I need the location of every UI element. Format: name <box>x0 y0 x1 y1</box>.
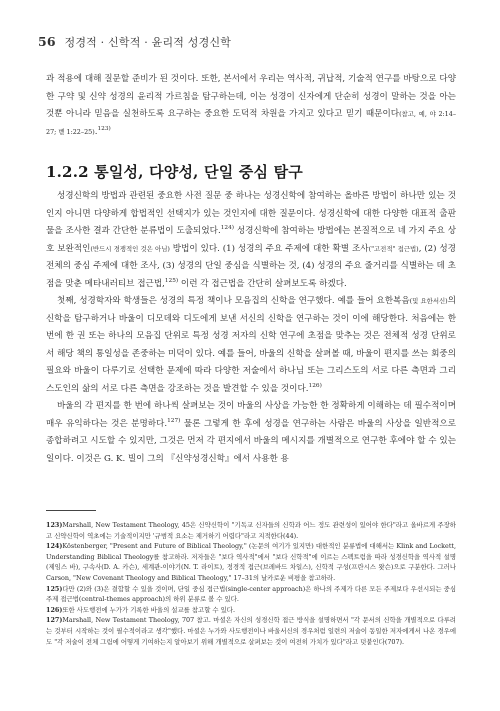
running-title: 정경적 · 신학적 · 윤리적 성경신학 <box>64 36 232 49</box>
paragraph-4: 바울의 각 편지를 한 번에 하나씩 살펴보는 것이 바울의 사상을 가능한 한 정확하게 이해하는 데 필수적이며 매우 유익하다는 것은 분명하다.$^{127)}$ 물론 그렇게 한 후에 성경을 연구하는 사람은 바울의 사상을 일반적으로 종합하려고 시도할 수 있지만, 그것은 먼저 각 편지에서 바울의 메시지를 개별적으로 연구한 후에야 할 수 있는 일이다. 이것은 G. K. 빌이 그의 『신약성경신학』에서 사용한 용 <box>46 401 456 464</box>
paragraph-3: 첫째, 성경학자와 학생들은 성경의 특정 책이나 모음집의 신학을 연구했다. 예를 들어 요한복음(및 요한서신)의 신학을 탐구하거나 바울이 디모데와 디도에게 보낸 서신의 신학을 연구하는 것이 이에 해당한다. 처음에는 한 번에 한 권 또는 하나의 모음집 단위로 특정 성경 저자의 신학 연구에 초점을 맞추는 것은 전체적 성경 단위로서 해당 책의 통일성을 존중하는 미덕이 있다. 예를 들어, 바울의 신학을 살펴볼 때, 바울이 편지를 쓰는 회중의 필요와 바울이 다루기로 선택한 문제에 따라 다양한 저술에서 하나님 또는 그리스도의 서로 다른 측면과 그리스도인의 삶의 서로 다른 측면을 강조하는 것을 발견할 수 있을 것이다.$^{126)}$ <box>46 296 456 394</box>
running-header <box>38 34 231 50</box>
footnote-ref-124[interactable]: 124) <box>220 225 235 232</box>
page-number: 56 <box>38 34 56 49</box>
footnote-124: 124)Köstenberger, "Present and Future of Biblical Theology," (논문의 여기가 있지만) 대한적인 분류법에 대해서는 Klink and Lockett, Understanding Biblical Theology를 참고하라. 저자들은 "보다 역사적"에서 "보다 신학적"에 이르는 스펙트럼을 따라 성경신학을 역사적 설명(제임스 바), 구속사(D. A. 카슨), 세계관-이야기(N. T. 라이트), 정경적 접근(브레바드 차일스), 신학적 구성(프란시스 왓슨)으로 구분한다. 그러나 Carson, "New Covenant Theology and Biblical Theology," 17–31의 날카로운 비평을 참고하라. <box>46 542 456 582</box>
footnote-125: 125)다만 (2)와 (3)은 결합할 수 있을 것이며, 단일 중심 접근법(single-center approach)은 하나의 주제가 다른 모든 주제보다 우선시되는 중심 주제 접근법(central-themes approach)의 하위 분류로 볼 수 있다. <box>46 584 456 604</box>
footnote-ref-126[interactable]: 126) <box>308 382 322 389</box>
paragraph-2: 성경신학의 방법과 관련된 중요한 사전 질문 중 하나는 성경신학에 참여하는 올바른 방법이 하나만 있는 것인지 아니면 다양하게 합법적인 선택지가 있는 것인지에 대한 질문이다. 성경신학에 대한 다양한 대표적 출판물을 조사한 결과 간단한 분류법이 도출되었다.$^{124)}$ 성경신학에 참여하는 방법에는 본질적으로 네 가지 주요 상호 보완적인(반드시 경쟁적인 것은 아님) 방법이 있다. (1) 성경의 주요 주제에 대한 확별 조사("고전적" 접근법), (2) 성경 전체의 중심 주제에 대한 조사, (3) 성경의 단일 중심을 식별하는 것, (4) 성경의 주요 줄거리를 식별하는 데 초점을 맞춘 메타내러티브 접근법,$^{125)}$ 이런 각 접근법을 간단히 살펴보도록 하겠다. <box>46 191 457 289</box>
footnotes <box>46 520 456 647</box>
footnote-123: 123)Marshall, New Testament Theology, 45은 신약신학이 "기독교 신자들의 신학과 어느 정도 관련성이 있어야 한다"라고 올바르게 주장하고 신약신학이 역초에는 기술적이지만 '규범적 요소는 제거하기 어렵다"라고 지적한다(44). <box>46 521 456 540</box>
footnote-127: 127)Marshall, New Testament Theology, 707 참고. 마셜은 자신의 성경신학 접근 방식을 설명하면서 "각 문서의 신학을 개별적으로 다루려는 것부터 시작하는 것이 필수적이라고 생각"했다. 마셜은 누가와 사도행전이나 바울서신의 경우처럼 일련의 저술이 동일한 저자에게서 나온 경우에도 "각 저술이 전체 그림에 어떻게 기여하는지 알아보기 위해 개별적으로 살펴보는 것이 여전히 가치가 있다"라고 덧붙인다(707). <box>46 616 456 646</box>
footnote-divider <box>46 510 96 511</box>
paragraph-1: 과 적용에 대해 질문할 준비가 된 것이다. 또한, 본서에서 우리는 역사적, 귀납적, 기술적 연구를 바탕으로 다양한 구약 및 신약 성경의 윤리적 가르침을 탐구하는데, 이는 성경이 신자에게 단순히 성경이 말하는 것을 아는 것뿐 아니라 믿음을 실천하도록 요구하는 중요한 도덕적 차원을 가지고 있다고 믿기 때문이다(참고, 예, 야 2:14–27; 벧 1:22–25).$^{123)}$ <box>46 74 457 137</box>
main-body <box>46 71 456 468</box>
footnote-ref-125[interactable]: 125) <box>164 277 179 284</box>
footnote-126: 126)또한 사도행전에 누가가 기록한 바울의 설교를 참고할 수 있다. <box>46 605 235 614</box>
footnote-ref-123[interactable]: 123) <box>97 125 111 132</box>
section-heading: 1.2.2 통일성, 다양성, 단일 중심 탐구 <box>46 163 303 181</box>
footnote-ref-127[interactable]: 127) <box>167 417 181 424</box>
